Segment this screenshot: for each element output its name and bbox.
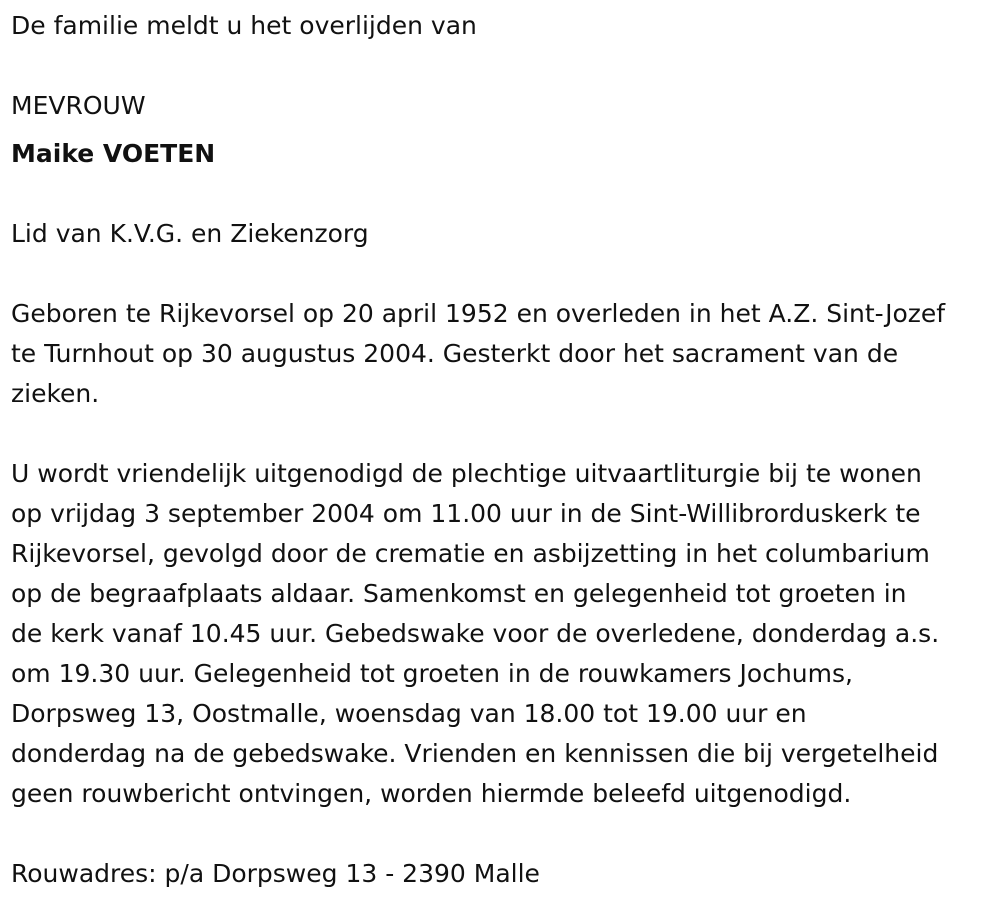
paragraph-line: op vrijdag 3 september 2004 om 11.00 uur in de Sint-Willibrorduskerk te xyxy=(11,499,921,528)
spacer xyxy=(11,174,993,214)
invitation-paragraph xyxy=(11,454,993,814)
death-notice xyxy=(11,6,993,894)
paragraph-line: zieken. xyxy=(11,379,100,408)
spacer xyxy=(11,46,993,86)
spacer xyxy=(11,814,993,854)
paragraph-line: de kerk vanaf 10.45 uur. Gebedswake voor de overledene, donderdag a.s. xyxy=(11,619,940,648)
birth-death-paragraph xyxy=(11,294,993,414)
paragraph-line: om 19.30 uur. Gelegenheid tot groeten in de rouwkamers Jochums, xyxy=(11,659,853,688)
mourning-address: Rouwadres: p/a Dorpsweg 13 - 2390 Malle xyxy=(11,859,540,888)
paragraph-line: Geboren te Rijkevorsel op 20 april 1952 en overleden in het A.Z. Sint-Jozef xyxy=(11,299,946,328)
paragraph-line: geen rouwbericht ontvingen, worden hiermde beleefd uitgenodigd. xyxy=(11,779,852,808)
paragraph-line: donderdag na de gebedswake. Vrienden en kennissen die bij vergetelheid xyxy=(11,739,939,768)
spacer xyxy=(11,414,993,454)
paragraph-line: U wordt vriendelijk uitgenodigd de plechtige uitvaartliturgie bij te wonen xyxy=(11,459,922,488)
intro-line: De familie meldt u het overlijden van xyxy=(11,11,477,40)
membership-line: Lid van K.V.G. en Ziekenzorg xyxy=(11,219,369,248)
paragraph-line: te Turnhout op 30 augustus 2004. Gesterkt door het sacrament van de xyxy=(11,339,899,368)
deceased-name: Maike VOETEN xyxy=(11,139,216,168)
honorific-title: MEVROUW xyxy=(11,91,146,120)
paragraph-line: Dorpsweg 13, Oostmalle, woensdag van 18.00 tot 19.00 uur en xyxy=(11,699,807,728)
paragraph-line: op de begraafplaats aldaar. Samenkomst en gelegenheid tot groeten in xyxy=(11,579,907,608)
spacer xyxy=(11,254,993,294)
paragraph-line: Rijkevorsel, gevolgd door de crematie en asbijzetting in het columbarium xyxy=(11,539,930,568)
